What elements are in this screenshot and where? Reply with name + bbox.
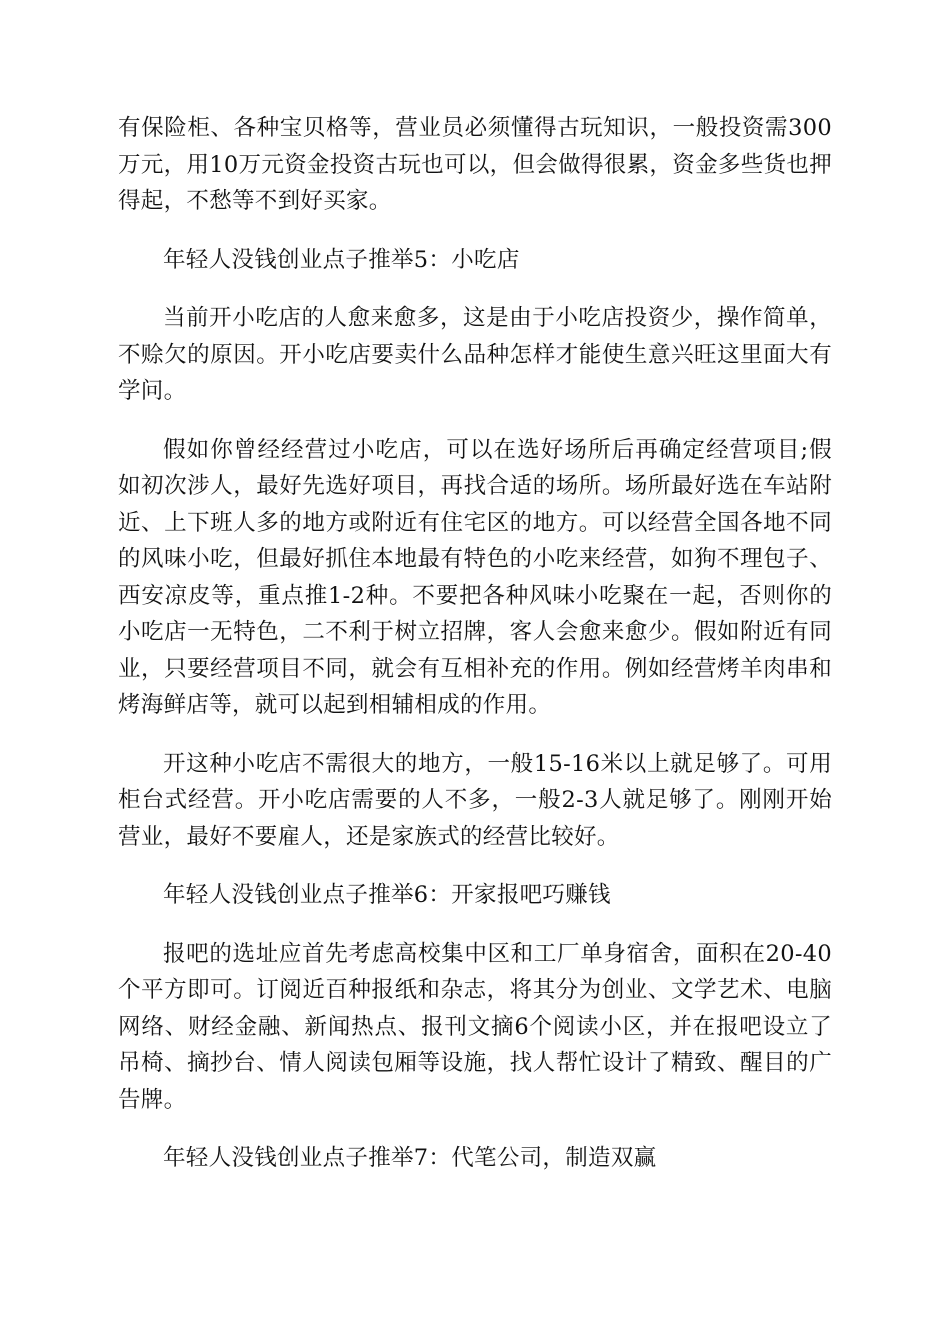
- section-heading-7: 年轻人没钱创业点子推举7：代笔公司，制造双赢: [163, 1145, 657, 1171]
- paragraph-newsbar: 报吧的选址应首先考虑高校集中区和工厂单身宿舍，面积在20-40个平方即可。订阅近百种报纸和杂志，将其分为创业、文学艺术、电脑网络、财经金融、新闻热点、报刊文摘6个阅读小区，并在报吧设立了吊椅、摘抄台、情人阅读包厢等设施，找人帮忙设计了精致、醒目的广告牌。: [118, 940, 832, 1113]
- paragraph-antique-investment: 有保险柜、各种宝贝格等，营业员必须懂得古玩知识，一般投资需300万元，用10万元资金投资古玩也可以，但会做得很累，资金多些货也押得起，不愁等不到好买家。: [118, 115, 832, 214]
- paragraph-snack-size: 开这种小吃店不需很大的地方，一般15-16米以上就足够了。可用柜台式经营。开小吃店需要的人不多，一般2-3人就足够了。刚刚开始营业，最好不要雇人，还是家族式的经营比较好。: [118, 750, 832, 850]
- section-heading-6: 年轻人没钱创业点子推举6：开家报吧巧赚钱: [163, 882, 611, 908]
- paragraph-snack-intro: 当前开小吃店的人愈来愈多，这是由于小吃店投资少，操作简单，不赊欠的原因。开小吃店要卖什么品种怎样才能使生意兴旺这里面大有学问。: [118, 305, 832, 404]
- paragraph-snack-location: 假如你曾经经营过小吃店，可以在选好场所后再确定经营项目;假如初次涉人，最好先选好项目，再找合适的场所。场所最好选在车站附近、上下班人多的地方或附近有住宅区的地方。可以经营全国各地不同的风味小吃，但最好抓住本地最有特色的小吃来经营，如狗不理包子、西安凉皮等，重点推1-2种。不要把各种风味小吃聚在一起，否则你的小吃店一无特色，二不利于树立招牌，客人会愈来愈少。假如附近有同业，只要经营项目不同，就会有互相补充的作用。例如经营烤羊肉串和烤海鲜店等，就可以起到相辅相成的作用。: [118, 436, 832, 718]
- section-heading-5: 年轻人没钱创业点子推举5：小吃店: [163, 246, 520, 273]
